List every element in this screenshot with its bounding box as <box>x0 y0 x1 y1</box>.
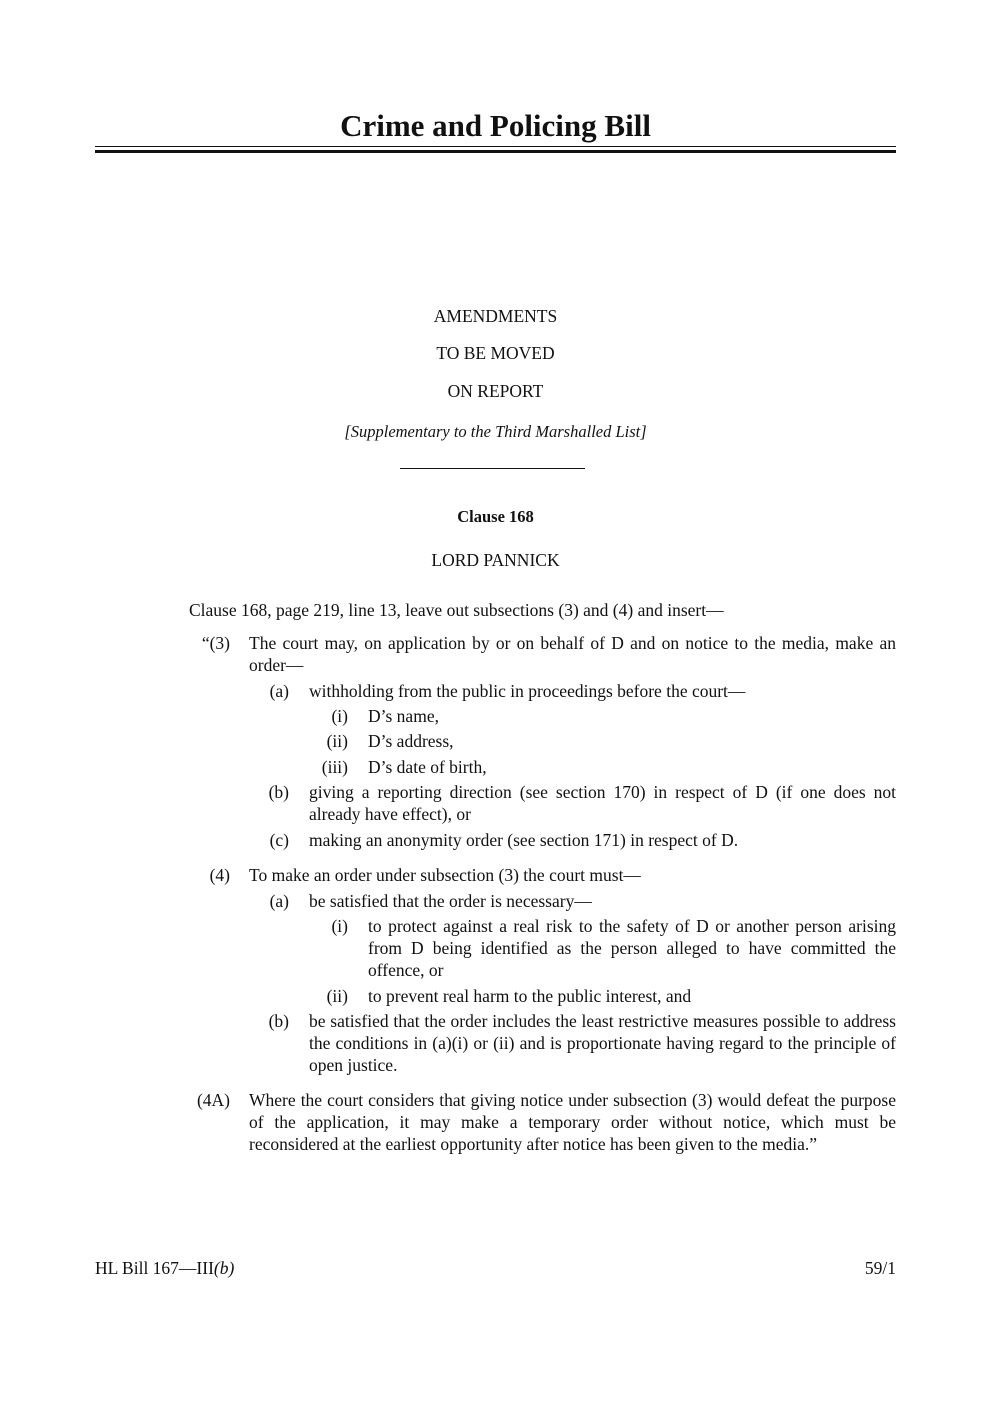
clause-title: Clause 168 <box>457 507 534 526</box>
heading-note: [Supplementary to the Third Marshalled List] <box>344 422 647 441</box>
item-text: be satisfied that the order is necessary— <box>309 891 592 911</box>
item-text: giving a reporting direction (see section 170) in respect of D (if one does not already have effect), or <box>309 782 896 824</box>
bill-number: HL Bill 167—III <box>95 1258 214 1278</box>
item-label: (c) <box>269 830 289 850</box>
amendment-mover: LORD PANNICK <box>431 550 560 570</box>
item-text: be satisfied that the order includes the least restrictive measures possible to address the conditions in (a)(i) or (ii) and is proportionate having regard to the principle of open justice. <box>309 1011 896 1075</box>
item-label: (b) <box>268 782 289 802</box>
item-text: D’s name, <box>368 706 439 726</box>
item-label: (4A) <box>196 1090 230 1110</box>
item-text: to protect against a real risk to the safety of D or another person arising from D being identified as the person alleged to have committed the offence, or <box>368 916 896 980</box>
title-rule-thin <box>95 146 896 147</box>
item-text: D’s date of birth, <box>368 757 487 777</box>
title-rule-thick <box>95 150 896 153</box>
amendment-lead: Clause 168, page 219, line 13, leave out subsections (3) and (4) and insert— <box>189 600 724 620</box>
footer-bill-reference <box>95 1257 234 1279</box>
item-label: (ii) <box>326 986 348 1006</box>
item-label: (4) <box>209 865 230 885</box>
item-text: To make an order under subsection (3) the court must— <box>249 865 641 885</box>
item-text: to prevent real harm to the public interest, and <box>368 986 692 1006</box>
item-label: (a) <box>269 891 289 911</box>
section-divider <box>400 468 585 469</box>
footer-page-number: 59/1 <box>864 1258 896 1278</box>
item-label: (b) <box>268 1011 289 1031</box>
item-text: The court may, on application by or on behalf of D and on notice to the media, make an order— <box>249 633 896 675</box>
item-label: (i) <box>331 916 348 936</box>
item-label: (iii) <box>321 757 348 777</box>
item-text: Where the court considers that giving notice under subsection (3) would defeat the purpose of the application, it may make a temporary order without notice, which must be reconsidered at the earliest opportunity after notice has been given to the media.” <box>249 1090 896 1154</box>
item-label: (ii) <box>326 731 348 751</box>
heading-amendments: AMENDMENTS <box>433 306 558 326</box>
item-label: (i) <box>331 706 348 726</box>
item-label: (a) <box>269 681 289 701</box>
heading-to-be-moved: TO BE MOVED <box>436 343 555 363</box>
item-text: withholding from the public in proceedings before the court— <box>309 681 746 701</box>
document-title: Crime and Policing Bill <box>340 108 651 143</box>
bill-suffix: (b) <box>213 1258 235 1278</box>
heading-on-report: ON REPORT <box>447 381 544 401</box>
item-text: making an anonymity order (see section 171) in respect of D. <box>309 830 739 850</box>
item-text: D’s address, <box>368 731 454 751</box>
item-label: “(3) <box>201 633 230 653</box>
